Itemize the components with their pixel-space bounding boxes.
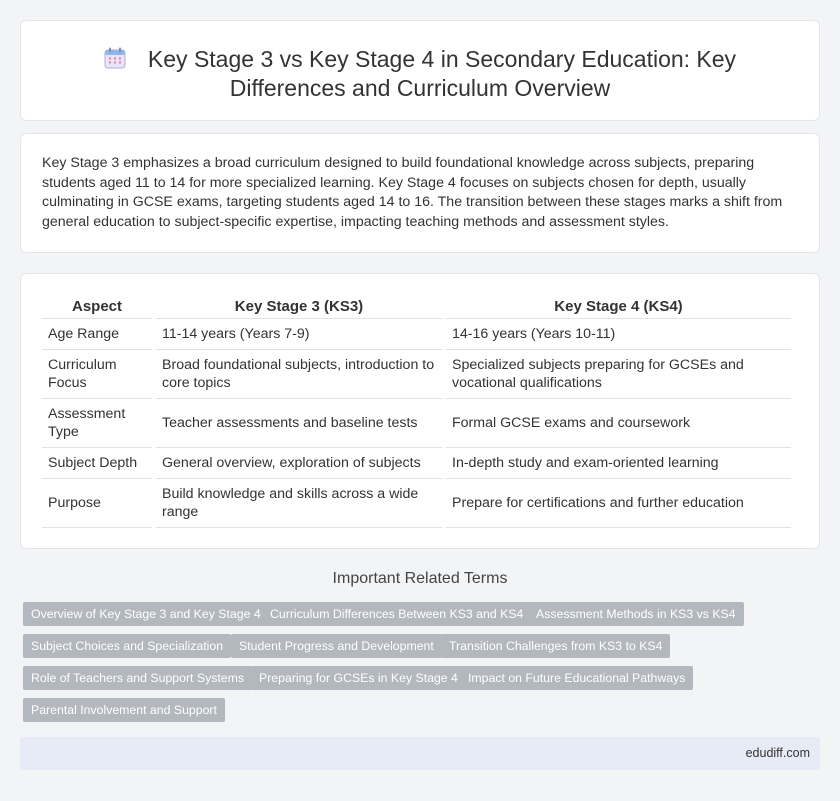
row-aspect: Assessment Type xyxy=(42,399,152,448)
row-aspect: Subject Depth xyxy=(42,448,152,479)
intro-paragraph: Key Stage 3 emphasizes a broad curriculum designed to build foundational knowledge across subjects, preparing students aged 11 to 14 for more specialized learning. Key Stage 4 focuses on subjects chosen for depth, usually culminating in GCSE exams, targeting students aged 14 to 16. The transition between these stages marks a shift from general education to subject-specific expertise, impacting teaching methods and assessment styles. xyxy=(42,155,783,230)
row-ks4: 14-16 years (Years 10-11) xyxy=(446,319,791,350)
header-ks3: Key Stage 3 (KS3) xyxy=(156,294,442,319)
related-term-tag[interactable]: Student Progress and Development xyxy=(231,634,442,658)
table-row xyxy=(42,448,791,479)
related-term-tag[interactable]: Preparing for GCSEs in Key Stage 4 xyxy=(251,666,466,690)
row-ks4: Prepare for certifications and further education xyxy=(446,479,791,528)
header-ks4: Key Stage 4 (KS4) xyxy=(446,294,791,319)
header-aspect: Aspect xyxy=(42,294,152,319)
row-ks3: Build knowledge and skills across a wide range xyxy=(156,479,442,528)
table-row xyxy=(42,399,791,448)
related-terms-heading: Important Related Terms xyxy=(332,570,508,587)
related-term-tag[interactable]: Impact on Future Educational Pathways xyxy=(460,666,693,690)
related-term-tag[interactable]: Subject Choices and Specialization xyxy=(23,634,231,658)
footer-site-link[interactable]: edudiff.com xyxy=(745,746,810,760)
footer-bar xyxy=(20,737,820,770)
related-term-tag[interactable]: Transition Challenges from KS3 to KS4 xyxy=(441,634,670,658)
calendar-icon xyxy=(104,47,126,69)
table-row xyxy=(42,350,791,399)
row-ks3: 11-14 years (Years 7-9) xyxy=(156,319,442,350)
row-aspect: Age Range xyxy=(42,319,152,350)
related-term-tag[interactable]: Parental Involvement and Support xyxy=(23,698,225,722)
title-card xyxy=(20,20,820,121)
page-title: Key Stage 3 vs Key Stage 4 in Secondary Education: Key Differences and Curriculum Overview xyxy=(147,46,737,101)
row-ks4: Formal GCSE exams and coursework xyxy=(446,399,791,448)
row-ks3: Broad foundational subjects, introduction to core topics xyxy=(156,350,442,399)
intro-card xyxy=(20,133,820,253)
related-term-tag[interactable]: Assessment Methods in KS3 vs KS4 xyxy=(528,602,744,626)
table-header-row xyxy=(42,294,791,319)
row-ks4: Specialized subjects preparing for GCSEs and vocational qualifications xyxy=(446,350,791,399)
row-ks3: General overview, exploration of subjects xyxy=(156,448,442,479)
page-title-wrap xyxy=(61,45,779,103)
row-aspect: Curriculum Focus xyxy=(42,350,152,399)
related-term-tag[interactable]: Overview of Key Stage 3 and Key Stage 4 xyxy=(23,602,269,626)
related-term-tag[interactable]: Curriculum Differences Between KS3 and KS4 xyxy=(262,602,531,626)
table-row xyxy=(42,319,791,350)
row-ks3: Teacher assessments and baseline tests xyxy=(156,399,442,448)
row-aspect: Purpose xyxy=(42,479,152,528)
row-ks4: In-depth study and exam-oriented learning xyxy=(446,448,791,479)
comparison-card xyxy=(20,273,820,549)
table-row xyxy=(42,479,791,528)
related-term-tag[interactable]: Role of Teachers and Support Systems xyxy=(23,666,252,690)
comparison-table xyxy=(38,294,795,528)
